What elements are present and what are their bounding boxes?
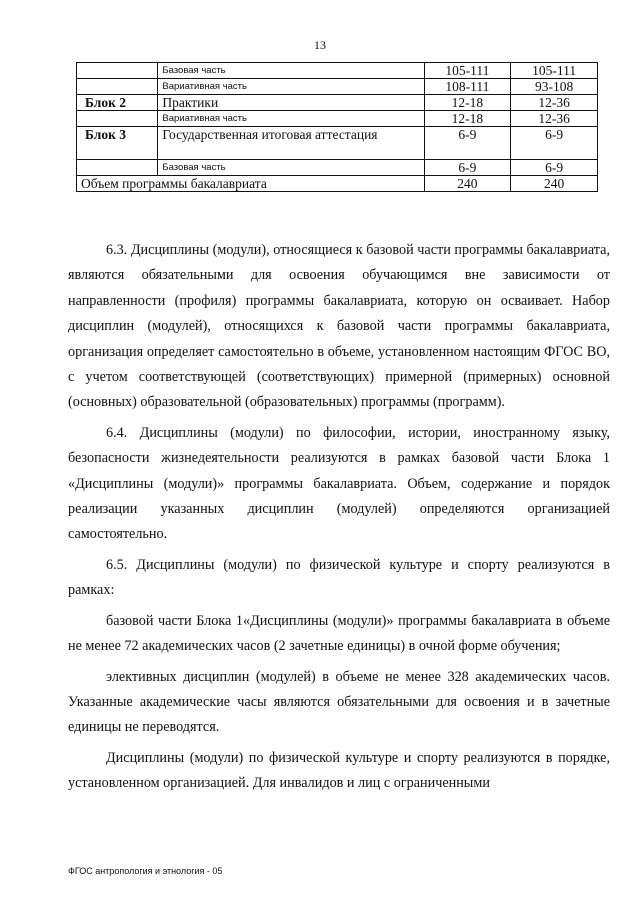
paragraph-6-4: 6.4. Дисциплины (модули) по философии, истории, иностранному языку, безопасности жизнедеятельности реализуются в рамках базовой части Блока 1 «Дисциплины (модули)» программы бакалавриата. Объем, содержание и порядок реализации указанных дисциплин (модулей) определяются организацией самостоятельно. [68,424,610,543]
value-cell: 12-36 [511,95,598,111]
footer-note: ФГОС антропология и этнология - 05 [68,866,223,876]
paragraph-6-5: 6.5. Дисциплины (модули) по физической культуре и спорту реализуются в рамках: [68,556,610,599]
total-value-cell: 240 [424,176,511,192]
value-cell: 6-9 [511,127,598,160]
block-cell: Блок 2 [77,95,158,111]
block-cell: Блок 3 [77,127,158,160]
value-cell: 93-108 [511,79,598,95]
part-name-cell: Базовая часть [158,160,424,176]
table-row [77,95,598,111]
part-name-cell: Вариативная часть [158,111,424,127]
value-cell: 6-9 [424,127,511,160]
value-cell: 12-18 [424,111,511,127]
block-cell [77,160,158,176]
table-row [77,111,598,127]
total-label-cell: Объем программы бакалавриата [77,176,425,192]
value-cell: 105-111 [511,63,598,79]
paragraph-order: Дисциплины (модули) по физической культуре и спорту реализуются в порядке, установленном организацией. Для инвалидов и лиц с ограниченными [68,749,610,792]
total-value-cell: 240 [511,176,598,192]
paragraph-elective: элективных дисциплин (модулей) в объеме не менее 328 академических часов. Указанные академические часы являются обязательными для освоения и в зачетные единицы не переводятся. [68,668,610,736]
value-cell: 105-111 [424,63,511,79]
paragraph-6-3: 6.3. Дисциплины (модули), относящиеся к базовой части программы бакалавриата, являются обязательными для освоения обучающимся вне зависимости от направленности (профиля) программы бакалавриата, которую он осваивает. Набор дисциплин (модулей), относящихся к базовой части программы бакалавриата, организация определяет самостоятельно в объеме, установленном настоящим ФГОС ВО, с учетом соответствующей (соответствующих) примерной (примерных) основной (основных) образовательной (образовательных) программы (программ). [68,242,610,411]
block-cell [77,111,158,127]
table-total-row [77,176,598,192]
table-row [77,79,598,95]
table-row [77,63,598,79]
part-name-cell: Практики [158,95,424,111]
table-row [77,160,598,176]
value-cell: 108-111 [424,79,511,95]
document-body [68,238,610,797]
curriculum-table [76,62,598,192]
value-cell: 12-18 [424,95,511,111]
value-cell: 6-9 [424,160,511,176]
part-name-cell: Вариативная часть [158,79,424,95]
block-cell [77,79,158,95]
block-cell [77,63,158,79]
table-row [77,127,598,160]
value-cell: 6-9 [511,160,598,176]
paragraph-basic-part: базовой части Блока 1«Дисциплины (модули)» программы бакалавриата в объеме не менее 72 академических часов (2 зачетные единицы) в очной форме обучения; [68,612,610,655]
page-number: 13 [314,38,326,52]
value-cell: 12-36 [511,111,598,127]
part-name-cell: Государственная итоговая аттестация [158,127,424,160]
part-name-cell: Базовая часть [158,63,424,79]
